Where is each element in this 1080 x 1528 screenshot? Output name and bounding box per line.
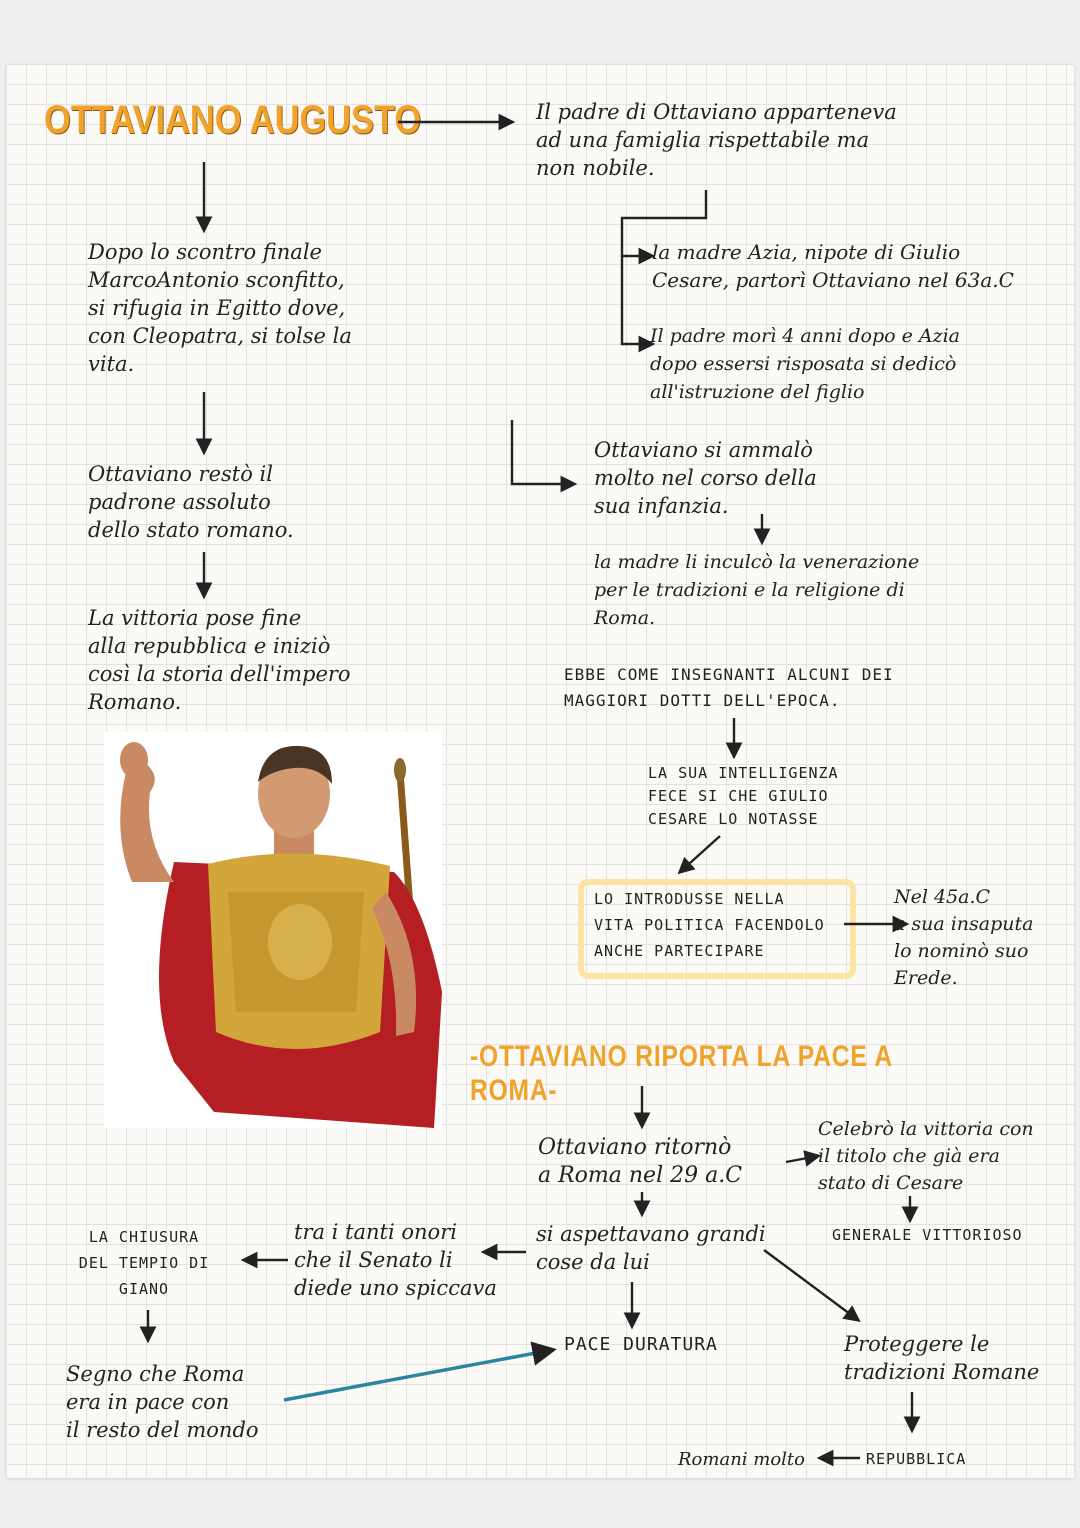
note-ritorno-roma: Ottaviano ritornò a Roma nel 29 a.C — [538, 1135, 743, 1188]
note-celebro-vittoria: Celebrò la vittoria con il titolo che già era stato di Cesare — [818, 1118, 1034, 1194]
note-vittoria-impero: La vittoria pose fine alla repubblica e iniziò così la storia dell'impero Romano. — [88, 606, 351, 714]
page-title: OTTAVIANO AUGUSTO — [44, 98, 422, 142]
note-romani-molto: Romani molto — [678, 1449, 805, 1470]
note-generale-vittorioso: GENERALE VITTORIOSO — [832, 1226, 1023, 1244]
note-venerazione: la madre li inculcò la venerazione per le tradizioni e la religione di Roma. — [594, 551, 920, 629]
note-ammalo: Ottaviano si ammalò molto nel corso della sua infanzia. — [594, 438, 817, 518]
note-proteggere-tradizioni: Proteggere le tradizioni Romane — [844, 1332, 1040, 1384]
note-segno-pace: Segno che Roma era in pace con il resto del mondo — [66, 1362, 259, 1442]
note-onori-senato: tra i tanti onori che il Senato li diede uno spiccava — [294, 1220, 497, 1300]
note-madre-azia: la madre Azia, nipote di Giulio Cesare, partorì Ottaviano nel 63a.C — [652, 240, 1014, 292]
section-title-pace: -OTTAVIANO RIPORTA LA PACE A ROMA- — [470, 1040, 893, 1107]
note-vita-politica: LO INTRODUSSE NELLA VITA POLITICA FACENDOLO ANCHE PARTECIPARE — [594, 890, 825, 960]
note-insegnanti: EBBE COME INSEGNANTI ALCUNI DEI MAGGIORI DOTTI DELL'EPOCA. — [564, 665, 894, 710]
note-pace-duratura: PACE DURATURA — [564, 1334, 718, 1355]
note-padre-famiglia: Il padre di Ottaviano apparteneva ad una famiglia rispettabile ma non nobile. — [536, 100, 897, 180]
note-padre-mori: Il padre morì 4 anni dopo e Azia dopo essersi risposata si dedicò all'istruzione del figlio — [650, 325, 961, 403]
note-aspettavano: si aspettavano grandi cose da lui — [536, 1222, 766, 1274]
note-repubblica: REPUBBLICA — [866, 1450, 967, 1468]
note-scontro-finale: Dopo lo scontro finale MarcoAntonio sconfitto, si rifugia in Egitto dove, con Cleopatra, si tolse la vita. — [88, 240, 352, 376]
note-intelligenza: LA SUA INTELLIGENZA FECE SI CHE GIULIO CESARE LO NOTASSE — [648, 764, 839, 828]
note-erede: Nel 45a.C a sua insaputa lo nominò suo Erede. — [894, 886, 1034, 989]
note-padrone-assoluto: Ottaviano restò il padrone assoluto dello stato romano. — [88, 462, 294, 542]
note-chiusura-giano: LA CHIUSURA DEL TEMPIO DI GIANO — [78, 1228, 210, 1298]
